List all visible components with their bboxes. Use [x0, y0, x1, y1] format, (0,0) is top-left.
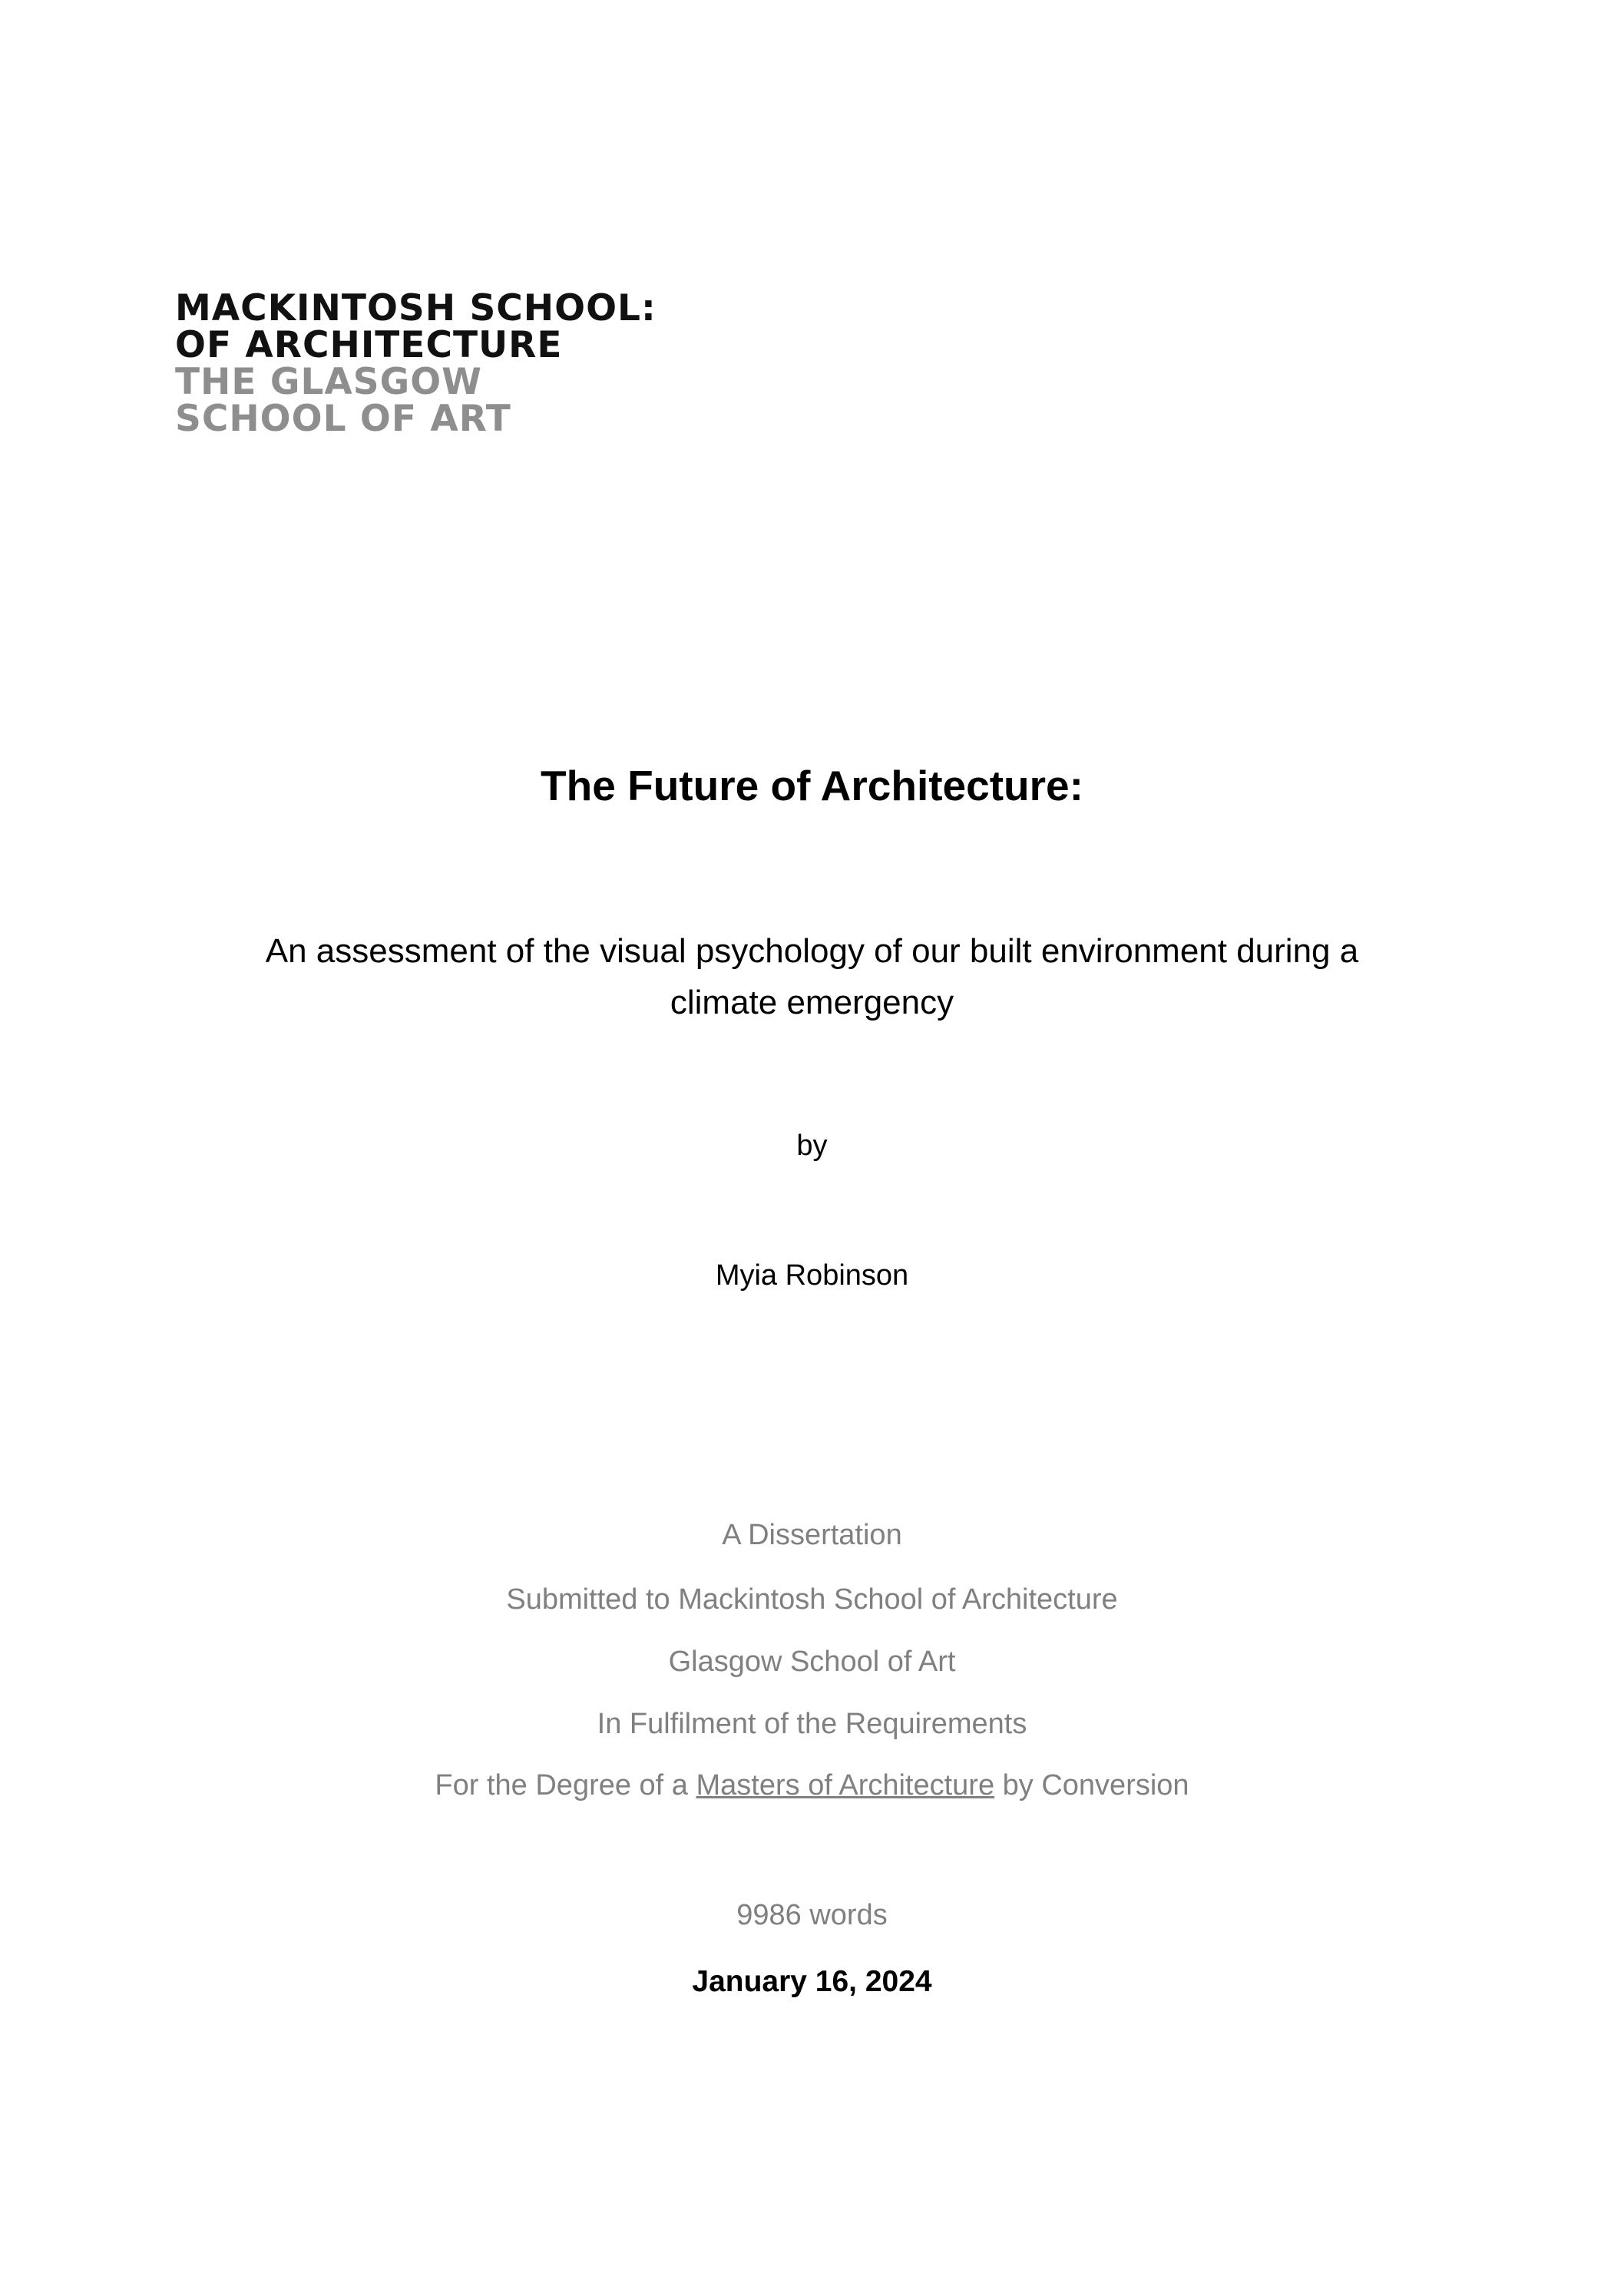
dissertation-type: A Dissertation — [722, 1519, 902, 1551]
author-name: Myia Robinson — [715, 1259, 909, 1292]
word-count: 9986 words — [736, 1899, 888, 1931]
by-label: by — [796, 1130, 828, 1162]
institution-name: Glasgow School of Art — [668, 1646, 956, 1678]
document-title: The Future of Architecture: — [541, 762, 1083, 809]
degree-name: Masters of Architecture — [696, 1769, 995, 1801]
logo-line-1: MACKINTOSH SCHOOL: — [175, 287, 657, 329]
subtitle-line-2: climate emergency — [670, 984, 954, 1021]
degree-line — [0, 1767, 1624, 1804]
subtitle-line-1: An assessment of the visual psychology of our built environment during a — [265, 932, 1359, 970]
submitted-to: Submitted to Mackintosh School of Architecture — [506, 1583, 1118, 1616]
logo-line-2: OF ARCHITECTURE — [175, 324, 563, 366]
submission-date: January 16, 2024 — [692, 1965, 932, 1998]
degree-suffix: by Conversion — [1002, 1769, 1189, 1801]
institution-logo — [175, 287, 713, 440]
logo-line-4: SCHOOL OF ART — [175, 398, 511, 440]
logo-line-3: THE GLASGOW — [175, 361, 482, 403]
fulfilment-line: In Fulfilment of the Requirements — [597, 1708, 1027, 1740]
document-subtitle — [0, 925, 1624, 1028]
degree-prefix: For the Degree of a — [435, 1769, 688, 1801]
